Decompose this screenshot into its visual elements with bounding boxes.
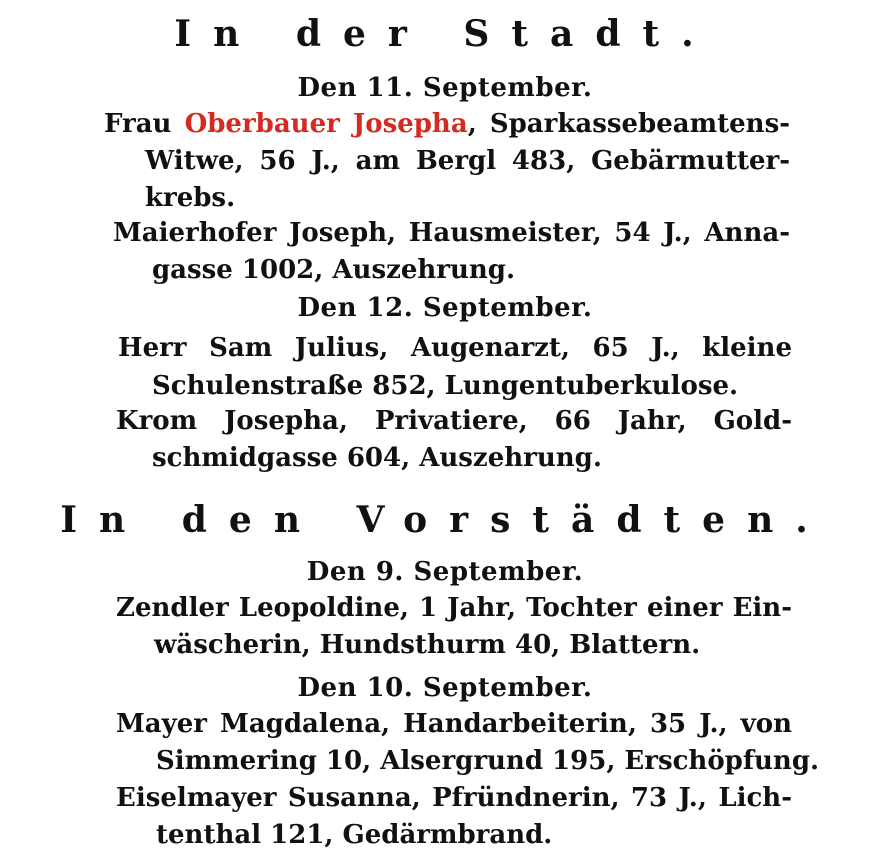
entry-line: Mayer Magdalena, Handarbeiterin, 35 J., von [116, 709, 792, 739]
section-title-city: In der Stadt. [174, 13, 716, 55]
entry-line: gasse 1002, Auszehrung. [152, 255, 516, 285]
entry-line: Simmering 10, Alsergrund 195, Erschöpfung. [156, 746, 820, 776]
entry-line: Zendler Leopoldine, 1 Jahr, Tochter einer Ein- [116, 593, 792, 623]
section-title-suburbs: In den Vorstädten. [60, 499, 830, 541]
entry-line [104, 106, 790, 142]
entry-line: Herr Sam Julius, Augenarzt, 65 J., kleine [118, 333, 792, 363]
entry-line: schmidgasse 604, Auszehrung. [152, 443, 602, 473]
entry-line: Witwe, 56 J., am Bergl 483, Gebärmutter- [145, 146, 790, 176]
date-heading-sept-10: Den 10. September. [297, 673, 593, 703]
highlighted-name: Oberbauer Josepha [184, 109, 468, 139]
entry-line: Maierhofer Joseph, Hausmeister, 54 J., Anna- [113, 218, 790, 248]
entry-suffix: , Sparkassebeamtens- [467, 109, 790, 139]
date-heading-sept-11: Den 11. September. [297, 73, 593, 103]
entry-line: wäscherin, Hundsthurm 40, Blattern. [154, 630, 701, 660]
date-heading-sept-12: Den 12. September. [297, 293, 593, 323]
entry-line: Krom Josepha, Privatiere, 66 Jahr, Gold- [116, 406, 792, 436]
entry-line: Eiselmayer Susanna, Pfründnerin, 73 J., Lich- [116, 783, 792, 813]
entry-line: tenthal 121, Gedärmbrand. [156, 820, 553, 850]
entry-line: krebs. [145, 183, 236, 213]
entry-line: Schulenstraße 852, Lungentuberkulose. [152, 371, 739, 401]
entry-prefix: Frau [104, 109, 185, 139]
date-heading-sept-9: Den 9. September. [306, 557, 584, 587]
